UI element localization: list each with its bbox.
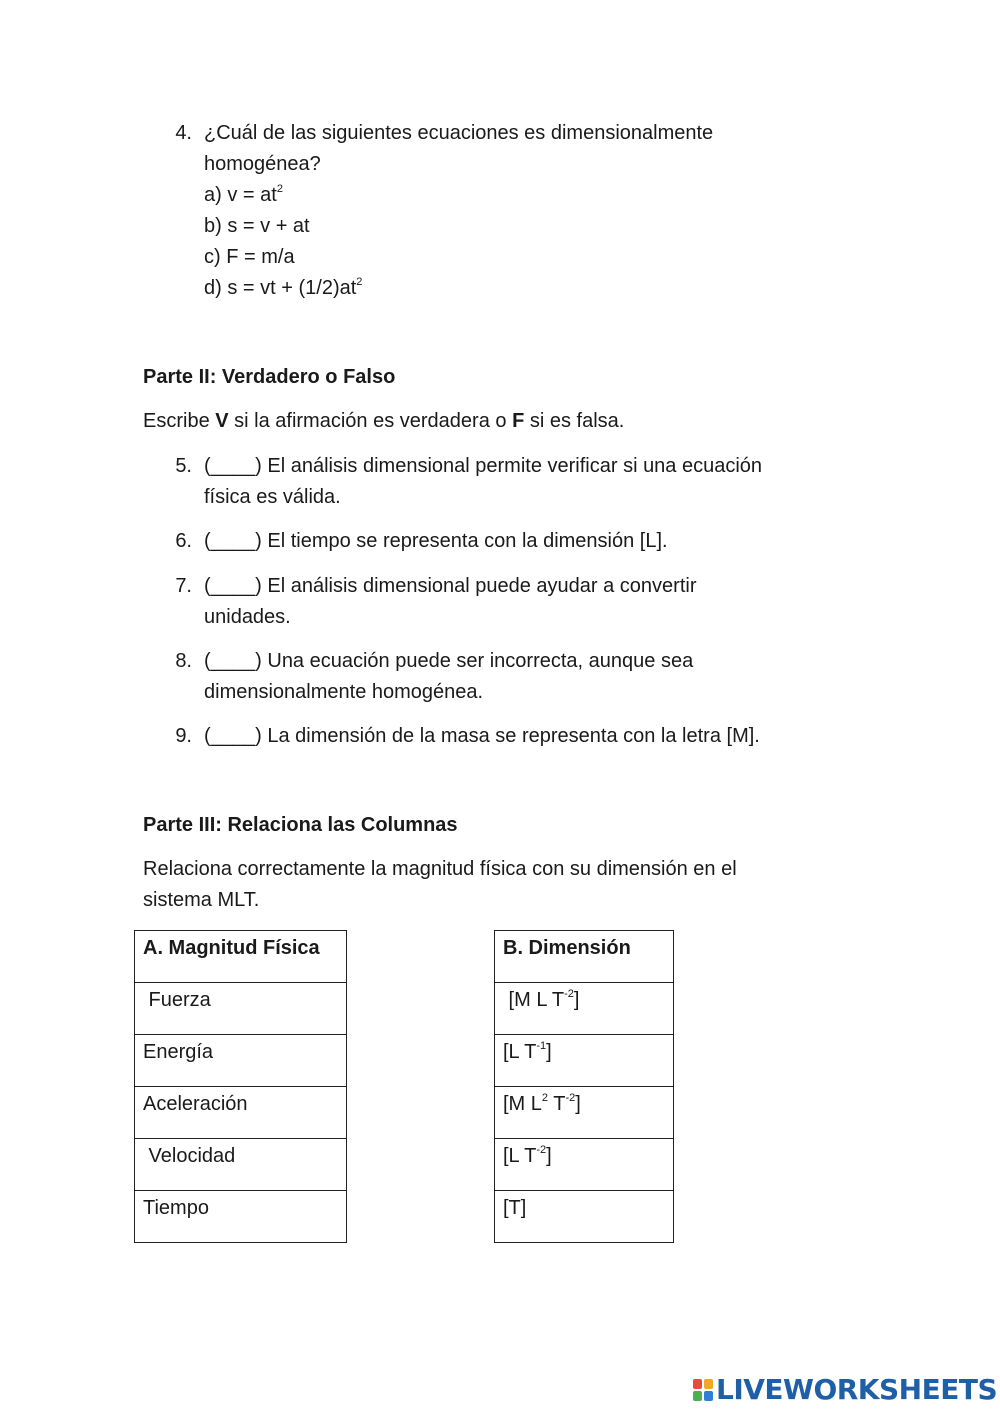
part-2-instruction: Escribe V si la afirmación es verdadera o F si es falsa. xyxy=(143,410,625,432)
statement-number: 9. xyxy=(175,725,192,747)
magnitude-cell: Energía xyxy=(135,1035,347,1087)
magnitude-header: A. Magnitud Física xyxy=(135,931,347,983)
part-2-title: Parte II: Verdadero o Falso xyxy=(143,366,396,388)
statement-text-cont: unidades. xyxy=(204,606,291,628)
statement-text: (____) El análisis dimensional permite verificar si una ecuación xyxy=(204,455,763,477)
statement-text: (____) Una ecuación puede ser incorrecta, aunque sea xyxy=(204,650,694,672)
part-3-title: Parte III: Relaciona las Columnas xyxy=(143,814,458,836)
statement-number: 6. xyxy=(175,530,192,552)
statement-number: 8. xyxy=(175,650,192,672)
dimension-cell: [L $T^{-1}$] xyxy=(495,1035,674,1087)
magnitude-cell: Velocidad xyxy=(135,1139,347,1191)
statement-text-cont: dimensionalmente homogénea. xyxy=(204,681,484,703)
statement-text-cont: física es válida. xyxy=(204,486,341,508)
magnitude-table xyxy=(134,930,347,1243)
dimension-cell: [L $T^{-2}$] xyxy=(495,1139,674,1191)
statement-text: (____) La dimensión de la masa se representa con la letra [M]. xyxy=(204,725,760,747)
dimension-cell: [T] xyxy=(495,1191,674,1243)
statement-text: (____) El tiempo se representa con la dimensión [L]. xyxy=(204,530,668,552)
part-3-instruction-line-2: sistema MLT. xyxy=(143,889,260,911)
question-number: 4. xyxy=(175,122,192,144)
option-d: d) s = vt + $(1/2)at^2$ xyxy=(204,276,363,299)
dimension-table xyxy=(494,930,674,1243)
option-c: c) F = m/a xyxy=(204,246,295,268)
question-text-line-1: ¿Cuál de las siguientes ecuaciones es dimensionalmente xyxy=(204,122,714,144)
statement-text: (____) El análisis dimensional puede ayudar a convertir xyxy=(204,575,697,597)
question-text-line-2: homogénea? xyxy=(204,153,321,175)
part-3-instruction-line-1: Relaciona correctamente la magnitud física con su dimensión en el xyxy=(143,858,737,880)
statement-number: 5. xyxy=(175,455,192,477)
magnitude-cell: Aceleración xyxy=(135,1087,347,1139)
dimension-cell: [M $L^2$ $T^{-2}$] xyxy=(495,1087,674,1139)
magnitude-cell: Tiempo xyxy=(135,1191,347,1243)
dimension-cell: [M L $T^{-2}$] xyxy=(495,983,674,1035)
magnitude-cell: Fuerza xyxy=(135,983,347,1035)
statement-number: 7. xyxy=(175,575,192,597)
logo-mark-icon xyxy=(692,1378,714,1402)
liveworksheets-logo xyxy=(692,1373,997,1407)
option-a: a) $v = at^2$ xyxy=(204,183,283,206)
logo-text: LIVEWORKSHEETS xyxy=(716,1373,998,1406)
dimension-header: B. Dimensión xyxy=(495,931,674,983)
option-b: b) s = v + at xyxy=(204,215,310,237)
